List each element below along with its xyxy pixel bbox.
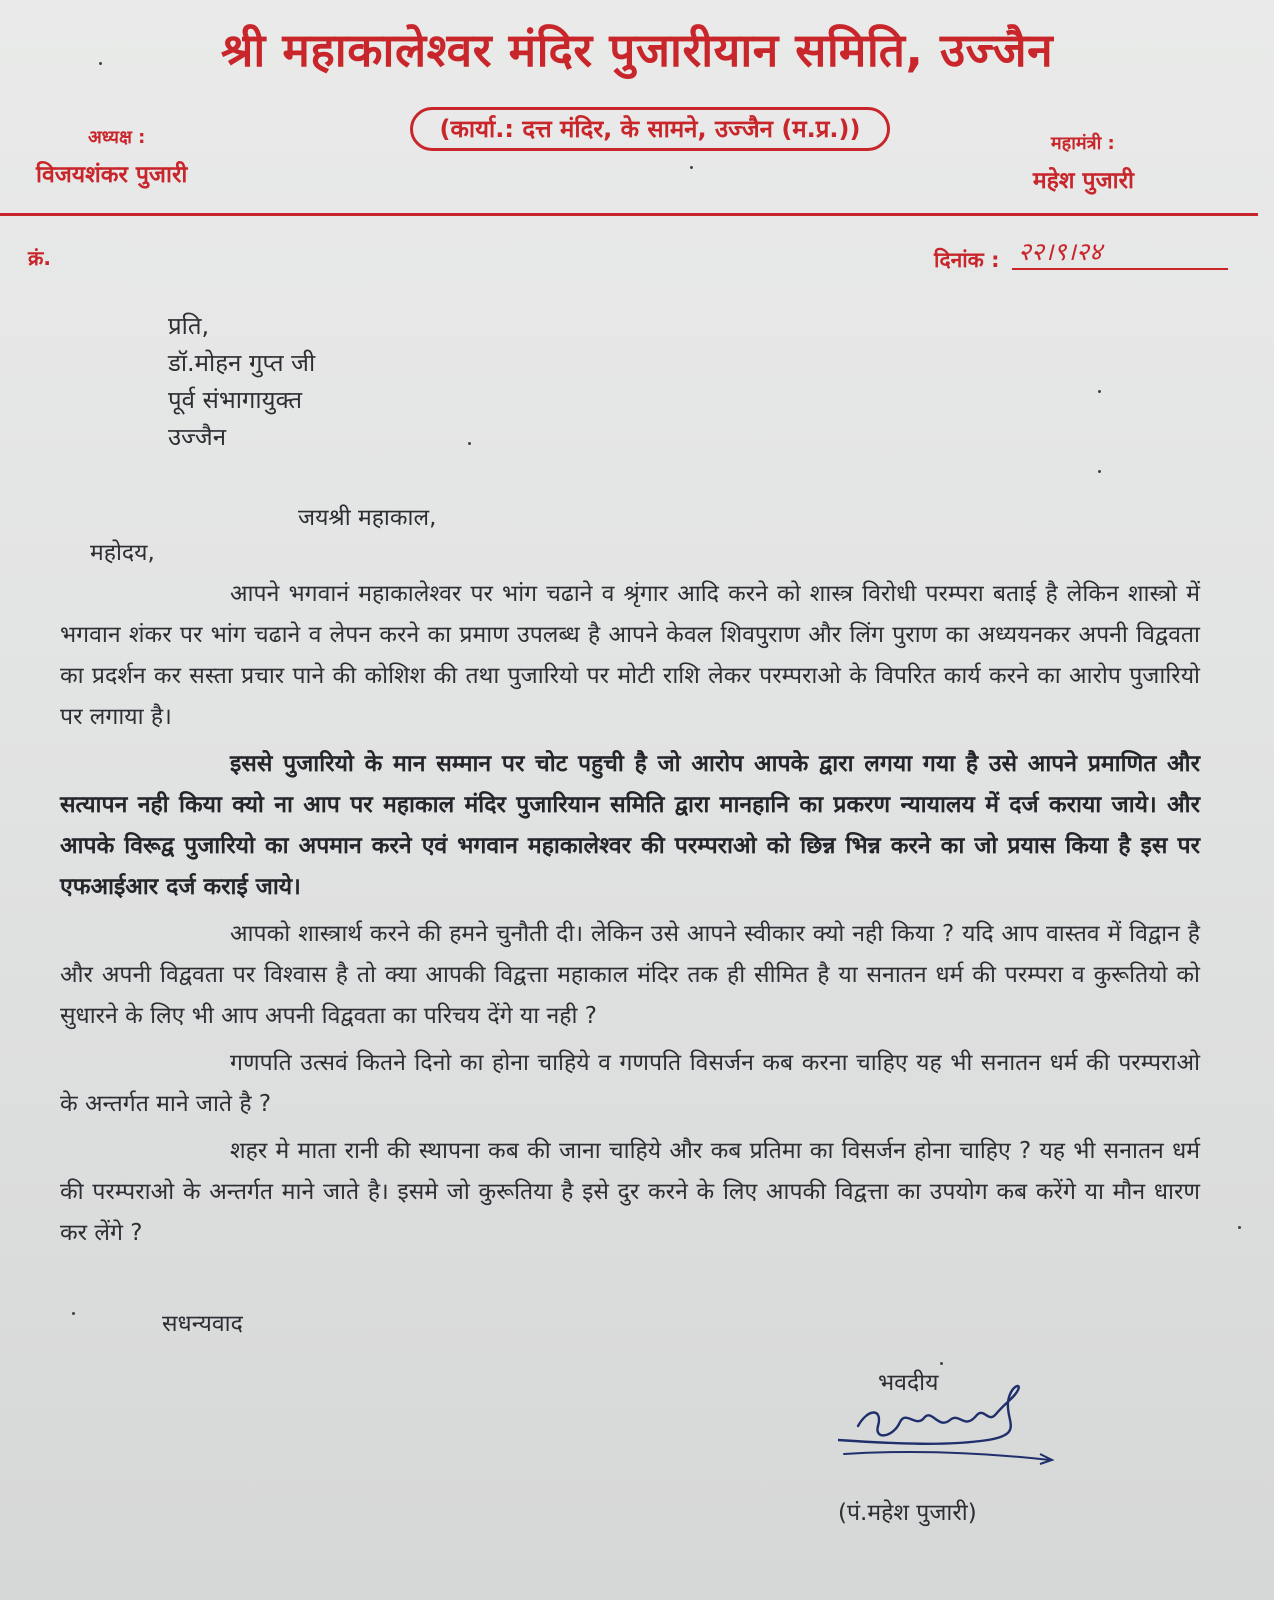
body-paragraph: इससे पुजारियो के मान सम्मान पर चोट पहुची है जो आरोप आपके द्वारा लगया गया है उसे आपने प्रमाणित और सत्यापन नही किया क्यो ना आप पर महाकाल मंदिर पुजारियान समिति द्वारा मानहानि का प्रकरण न्यायालय में दर्ज कराया जाये। और आपके विरूद्व पुजारियो का अपमान करने एवं भगवान महाकालेश्वर की परम्पराओ को छिन्न भिन्न करने का जो प्रयास किया है इस पर एफआईआर दर्ज कराई जाये। xyxy=(60,751,1200,900)
date-value: २२।९।२४ xyxy=(1012,236,1228,270)
recipient-designation: पूर्व संभागायुक्त xyxy=(168,386,303,414)
secretary-name: महेश पुजारी xyxy=(1032,168,1134,194)
recipient-line: प्रति, xyxy=(168,312,210,340)
date-label: दिनांक : xyxy=(934,248,1000,272)
reference-number-label: क्रं. xyxy=(28,246,51,270)
paper-speck xyxy=(940,1362,943,1365)
closing: सधन्यवाद xyxy=(162,1311,243,1337)
body-paragraph: गणपति उत्सवं कितने दिनो का होना चाहिये व गणपति विसर्जन कब करना चाहिए यह भी सनातन धर्म की परम्पराओ के अन्तर्गत माने जाते है ? xyxy=(60,1050,1200,1117)
secretary-role: महामंत्री : xyxy=(1050,133,1115,154)
recipient-address xyxy=(168,308,315,456)
salutation: महोदय, xyxy=(90,540,155,566)
sign-off: भवदीय xyxy=(878,1370,939,1396)
letterhead-divider xyxy=(0,213,1258,216)
president-name: विजयशंकर पुजारी xyxy=(36,162,188,188)
letterhead-title: श्री महाकालेश्वर मंदिर पुजारीयान समिति, उज्जैन xyxy=(220,23,1054,77)
body-paragraph: आपको शास्त्रार्थ करने की हमने चुनौती दी। लेकिन उसे आपने स्वीकार क्यो नही किया ? यदि आप वास्तव में विद्वान है और अपनी विद्ववता पर विश्वास है तो क्या आपकी विद्वत्ता महाकाल मंदिर तक ही सीमित है या सनातन धर्म की परम्परा व कुरूतियो को सुधारने के लिए भी आप अपनी विद्ववता का परिचय देंगे या नही ? xyxy=(60,921,1200,1029)
paper-speck xyxy=(1238,1226,1241,1229)
paper-speck xyxy=(1098,390,1101,393)
greeting: जयश्री महाकाल, xyxy=(298,505,437,531)
office-address: (कार्या.: दत्त मंदिर, के सामने, उज्जैन (म.प्र.)) xyxy=(410,107,890,151)
paper-speck xyxy=(690,166,693,169)
paper-speck xyxy=(1098,470,1101,473)
body-paragraph: आपने भगवानं महाकालेश्वर पर भांग चढाने व श्रृंगार आदि करने को शास्त्र विरोधी परम्परा बताई है लेकिन शास्त्रो में भगवान शंकर पर भांग चढाने व लेपन करने का प्रमाण उपलब्ध है आपने केवल शिवपुराण और लिंग पुराण का अध्ययनकर अपनी विद्ववता का प्रदर्शन कर सस्ता प्रचार पाने की कोशिश की तथा पुजारियो पर मोटी राशि लेकर परम्पराओ के विपरित कार्य करने का आरोप पुजारियो पर लगाया है। xyxy=(60,581,1200,730)
paper-speck xyxy=(99,62,102,65)
recipient-name: डॉ.मोहन गुप्त जी xyxy=(168,349,316,377)
paper-speck xyxy=(468,442,471,445)
signatory-name: (पं.महेश पुजारी) xyxy=(838,1500,977,1526)
body-paragraph: शहर मे माता रानी की स्थापना कब की जाना चाहिये और कब प्रतिमा का विसर्जन होना चाहिए ? यह भी सनातन धर्म की परम्पराओ के अन्तर्गत माने जाते है। इसमे जो कुरूतिया है इसे दुर करने के लिए आपकी विद्वत्ता का उपयोग कब करेंगे या मौन धारण कर लेंगे ? xyxy=(60,1138,1200,1246)
handwritten-signature xyxy=(838,1378,1068,1478)
president-role: अध्यक्ष : xyxy=(88,127,146,148)
president-block xyxy=(36,125,187,189)
paper-speck xyxy=(72,1312,75,1315)
recipient-city: उज्जैन xyxy=(168,423,227,451)
letter-body xyxy=(60,574,1200,1260)
secretary-block xyxy=(1032,131,1134,195)
